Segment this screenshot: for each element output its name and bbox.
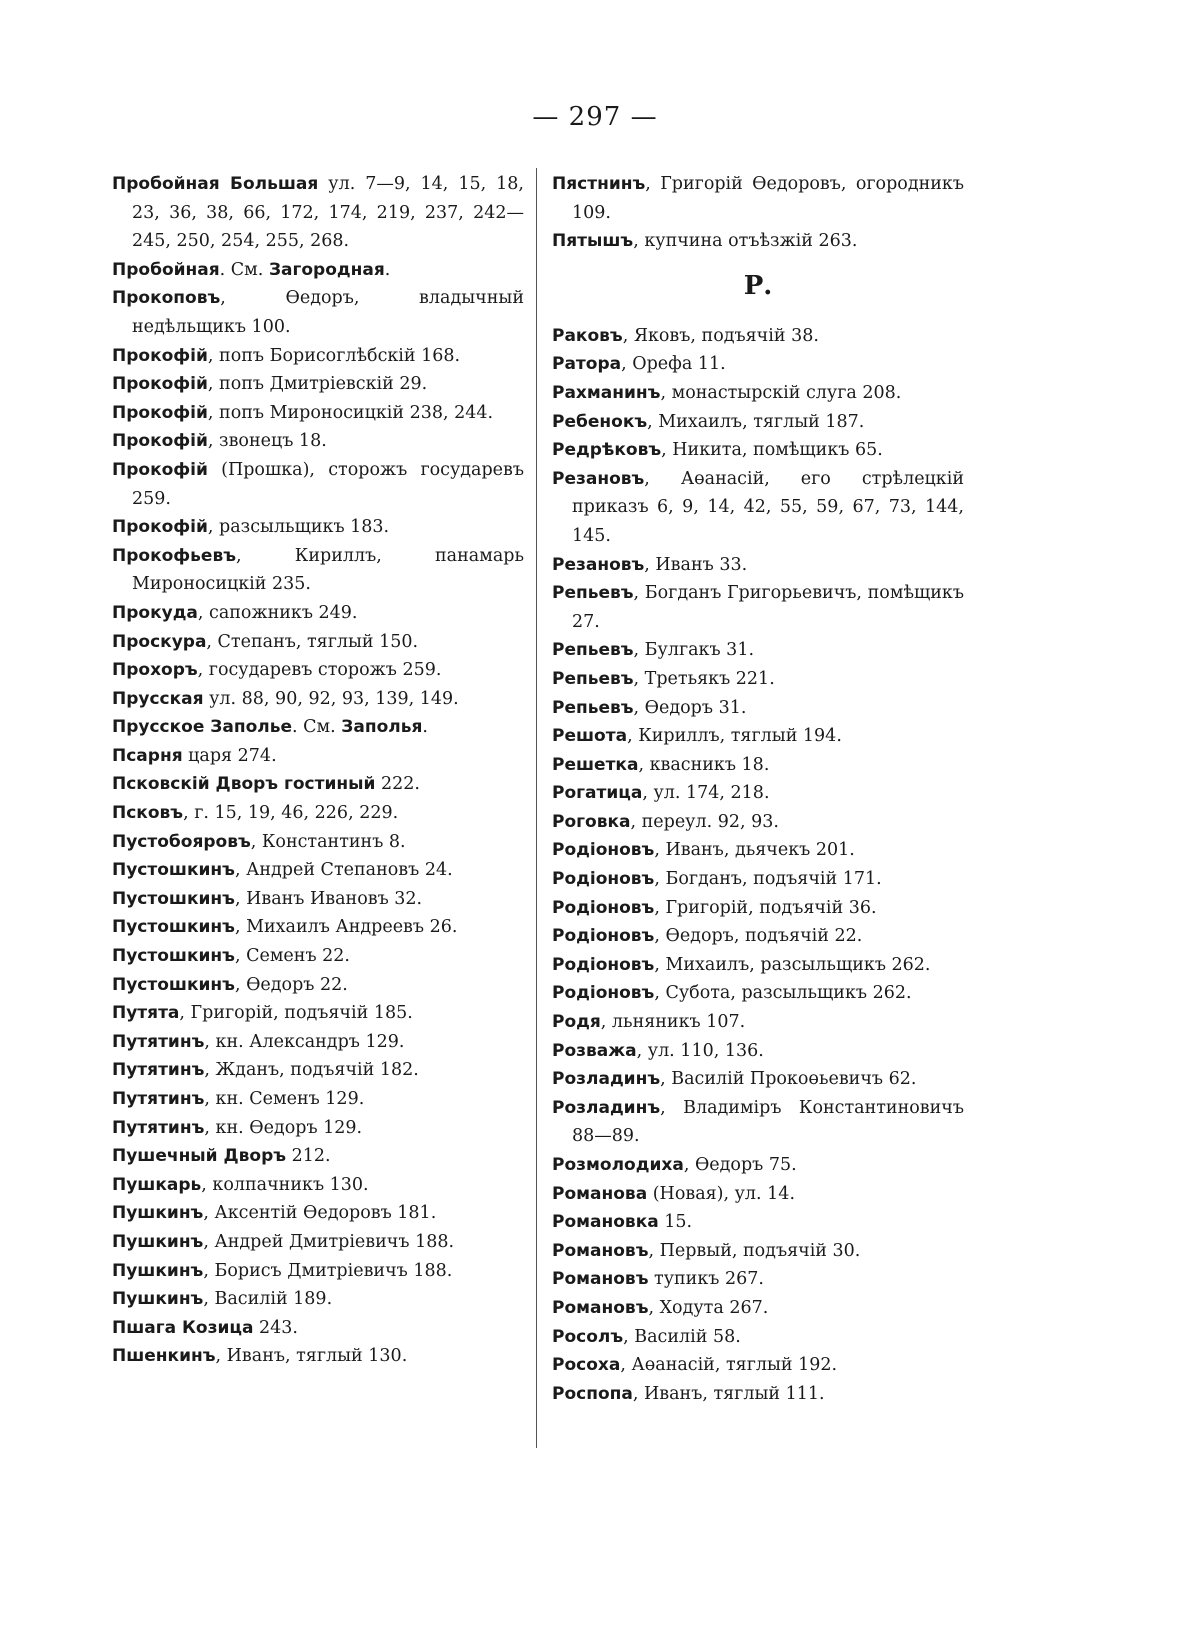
entry-text: , попъ Дмитріевскій 29. [207, 374, 428, 395]
index-entry [552, 636, 964, 665]
index-entry [112, 856, 524, 885]
entry-headword: Романовка [552, 1212, 659, 1233]
index-entry [552, 1037, 964, 1066]
entry-text: , Өедоръ 22. [234, 974, 348, 995]
index-entry [552, 1380, 964, 1409]
index-entry [112, 628, 524, 657]
index-entry [552, 1151, 964, 1180]
entry-text: . См. [219, 259, 269, 280]
index-entry [112, 370, 524, 399]
index-entry [552, 836, 964, 865]
index-entry [552, 1065, 964, 1094]
index-entry [112, 1171, 524, 1200]
entry-headword: Путята [112, 1003, 180, 1024]
index-entry [112, 1285, 524, 1314]
entry-text: , Григорій, подъячій 185. [179, 1003, 413, 1024]
index-entry [552, 1351, 964, 1380]
entry-text: , кн. Семенъ 129. [204, 1089, 365, 1109]
entry-text: , монастырскій слуга 208. [660, 382, 902, 403]
entry-headword: Пробойная [112, 259, 220, 280]
entry-text: , Кириллъ, тяглый 194. [627, 726, 842, 747]
right-column-bottom [552, 322, 964, 1409]
index-entry [552, 951, 964, 980]
index-entry [552, 465, 964, 551]
index-entry [112, 770, 524, 799]
entry-text-tail: . [384, 259, 391, 280]
entry-headword: Редрѣковъ [552, 440, 662, 461]
entry-text: , Григорій Өедоровъ, огородникъ 109. [572, 174, 964, 223]
index-entry [552, 350, 964, 379]
index-entry [112, 1028, 524, 1057]
entry-headword: Раковъ [552, 325, 623, 346]
entry-text: , Никита, помѣщикъ 65. [661, 440, 883, 461]
entry-headword: Псарня [112, 745, 183, 766]
entry-text: , Өедоръ, подъячій 22. [654, 926, 863, 947]
entry-text: , кн. Өедоръ 129. [204, 1117, 363, 1138]
entry-text: , Андрей Степановъ 24. [234, 860, 453, 881]
entry-text: , квасникъ 18. [638, 754, 770, 775]
entry-text: , Первый, подъячій 30. [648, 1240, 861, 1261]
entry-headword: Прокофій [112, 517, 208, 538]
entry-headword: Пустошкинъ [112, 946, 235, 967]
index-entry [552, 665, 964, 694]
entry-headword: Репьевъ [552, 640, 634, 661]
entry-text: , Кириллъ, панамарь Мироносицкій 235. [132, 545, 524, 595]
index-entry [112, 1142, 524, 1171]
entry-headword: Прокоповъ [112, 288, 221, 309]
index-entry [552, 1323, 964, 1352]
entry-text: , Иванъ, тяглый 130. [215, 1346, 408, 1367]
index-entry [112, 599, 524, 628]
index-entry [552, 322, 964, 351]
entry-headword: Пустобояровъ [112, 831, 251, 852]
index-entry [112, 542, 524, 599]
entry-crossref: Заполья [341, 717, 423, 738]
entry-headword: Роговка [552, 811, 631, 832]
entry-text: 222. [375, 774, 420, 795]
entry-text: , Яковъ, подъячій 38. [622, 325, 819, 346]
index-entry [552, 722, 964, 751]
entry-headword: Пушкинъ [112, 1231, 204, 1252]
entry-headword: Романовъ [552, 1269, 649, 1290]
entry-text: , Аөанасій, его стрѣлецкій приказъ 6, 9, 14, 42, 55, 59, 67, 73, 144, 145. [572, 468, 964, 546]
index-entry [552, 922, 964, 951]
entry-headword: Прокофій [112, 459, 208, 480]
entry-headword: Пушкинъ [112, 1260, 204, 1281]
entry-text: , Иванъ, тяглый 111. [632, 1383, 825, 1404]
index-entry [552, 227, 964, 256]
entry-headword: Родіоновъ [552, 869, 655, 890]
index-entry [112, 885, 524, 914]
entry-headword: Розважа [552, 1040, 637, 1061]
entry-headword: Прокофій [112, 431, 208, 452]
entry-headword: Прокофій [112, 345, 208, 366]
entry-text: , Ходута 267. [648, 1297, 769, 1318]
entry-text: , разсыльщикъ 183. [207, 517, 390, 538]
index-entry [552, 751, 964, 780]
index-entry [112, 713, 524, 742]
entry-text: , сапожникъ 249. [197, 602, 358, 623]
entry-headword: Пушкинъ [112, 1289, 204, 1310]
entry-text: , Борисъ Дмитріевичъ 188. [203, 1260, 453, 1281]
entry-headword: Резановъ [552, 468, 645, 489]
entry-headword: Романовъ [552, 1297, 649, 1318]
entry-headword: Репьевъ [552, 668, 634, 689]
index-entry [112, 170, 524, 256]
entry-text: , Третьякъ 221. [633, 668, 775, 689]
entry-headword: Родіоновъ [552, 954, 655, 975]
entry-headword: Псковскій Дворъ гостиный [112, 774, 376, 795]
entry-crossref: Загородная [268, 259, 385, 280]
entry-text: , Орефа 11. [621, 354, 726, 375]
entry-headword: Родя [552, 1012, 601, 1033]
entry-text: , Богданъ, подъячій 171. [654, 869, 882, 890]
entry-headword: Ратора [552, 354, 622, 375]
index-entry [112, 399, 524, 428]
entry-headword: Пушкарь [112, 1174, 202, 1195]
index-entry [112, 913, 524, 942]
entry-headword: Псковъ [112, 803, 184, 824]
entry-text: , ул. 110, 136. [636, 1040, 764, 1061]
entry-headword: Родіоновъ [552, 983, 655, 1004]
index-entry [552, 894, 964, 923]
index-entry [552, 1294, 964, 1323]
index-entry [552, 1094, 964, 1151]
index-entry [552, 1265, 964, 1294]
entry-headword: Прокуда [112, 602, 198, 623]
entry-text: , Субота, разсыльщикъ 262. [654, 983, 912, 1004]
entry-headword: Прохоръ [112, 660, 198, 681]
entry-text: , Богданъ Григорьевичъ, помѣщикъ 27. [572, 583, 964, 632]
right-column [552, 170, 964, 1408]
entry-text: , Степанъ, тяглый 150. [206, 631, 419, 652]
entry-text: , колпачникъ 130. [201, 1174, 369, 1195]
index-entry [112, 342, 524, 371]
entry-text: , Михаилъ, разсыльщикъ 262. [654, 954, 931, 975]
entry-headword: Путятинъ [112, 1089, 205, 1109]
entry-text: , Аксентій Өедоровъ 181. [203, 1203, 437, 1224]
section-letter: Р. [743, 270, 773, 301]
entry-text: , Өедоръ, владычный недѣльщикъ 100. [132, 288, 524, 337]
entry-text: , ул. 174, 218. [642, 783, 770, 804]
entry-headword: Путятинъ [112, 1060, 205, 1081]
entry-headword: Родіоновъ [552, 926, 655, 947]
entry-text: , Булгакъ 31. [633, 640, 755, 661]
index-entry [112, 1114, 524, 1143]
entry-text: , кн. Александръ 129. [204, 1031, 405, 1052]
entry-text: , Константинъ 8. [250, 831, 406, 852]
entry-headword: Пушкинъ [112, 1203, 204, 1224]
entry-text: , попъ Борисоглѣбскій 168. [207, 345, 461, 366]
index-entry [552, 979, 964, 1008]
entry-text: , Василій 189. [203, 1289, 333, 1310]
index-entry [552, 1180, 964, 1209]
index-entry [552, 1208, 964, 1237]
index-entry [112, 1314, 524, 1343]
entry-text: тупикъ 267. [648, 1269, 764, 1290]
index-entry [552, 694, 964, 723]
index-entry [112, 742, 524, 771]
right-column-top [552, 170, 964, 256]
index-entry [552, 408, 964, 437]
index-entry [112, 942, 524, 971]
index-entry [112, 1085, 524, 1114]
entry-text: , Иванъ 33. [644, 554, 748, 575]
index-entry [552, 1237, 964, 1266]
entry-headword: Пшенкинъ [112, 1346, 216, 1367]
entry-headword: Рахманинъ [552, 382, 661, 403]
entry-text: 243. [253, 1317, 298, 1338]
index-entry [112, 971, 524, 1000]
entry-headword: Пустошкинъ [112, 974, 235, 995]
column-divider [536, 168, 537, 1448]
entry-text: , Василій 58. [623, 1326, 741, 1347]
entry-text: , Жданъ, подъячій 182. [204, 1060, 419, 1081]
entry-headword: Романова [552, 1183, 648, 1204]
entry-headword: Путятинъ [112, 1031, 205, 1052]
index-entry [112, 427, 524, 456]
entry-headword: Родіоновъ [552, 897, 655, 918]
index-entry [112, 656, 524, 685]
entry-headword: Решота [552, 726, 628, 747]
index-entry [112, 513, 524, 542]
entry-text: , Иванъ Ивановъ 32. [234, 888, 423, 909]
entry-text: , Иванъ, дьячекъ 201. [654, 840, 855, 861]
entry-headword: Резановъ [552, 554, 645, 575]
index-entry [112, 1056, 524, 1085]
entry-text: , попъ Мироносицкій 238, 244. [207, 402, 494, 423]
entry-text: (Новая), ул. 14. [647, 1183, 796, 1204]
entry-headword: Прокофьевъ [112, 545, 236, 566]
entry-headword: Розладинъ [552, 1097, 661, 1118]
entry-headword: Пшага Козица [112, 1317, 254, 1338]
entry-text: царя 274. [182, 745, 277, 766]
index-entry [112, 1228, 524, 1257]
entry-text: , Василій Прокоөьевичъ 62. [660, 1069, 917, 1090]
entry-headword: Пробойная Большая [112, 174, 319, 194]
index-entry [552, 436, 964, 465]
entry-text: , льняникъ 107. [600, 1012, 746, 1033]
index-entry [112, 256, 524, 285]
entry-headword: Прокофій [112, 374, 208, 395]
entry-headword: Пятышъ [552, 231, 634, 252]
index-entry [552, 579, 964, 636]
entry-headword: Ребенокъ [552, 411, 648, 432]
index-entry [112, 1342, 524, 1371]
entry-text: 15. [658, 1212, 693, 1233]
entry-headword: Репьевъ [552, 697, 634, 718]
entry-text: , купчина отъѣзжій 263. [633, 231, 858, 252]
index-entry [112, 1257, 524, 1286]
index-entry [112, 999, 524, 1028]
entry-headword: Рогатица [552, 783, 643, 804]
index-entry [112, 685, 524, 714]
entry-headword: Пустошкинъ [112, 860, 235, 881]
entry-text: , Михаилъ Андреевъ 26. [234, 917, 458, 938]
entry-headword: Прусское Заполье [112, 717, 293, 738]
entry-text: , переул. 92, 93. [630, 811, 779, 832]
index-entry [552, 379, 964, 408]
entry-headword: Росоха [552, 1355, 621, 1376]
entry-text-tail: . [422, 717, 428, 738]
left-column [112, 170, 524, 1371]
index-entry [552, 1008, 964, 1037]
entry-headword: Решетка [552, 754, 639, 775]
entry-text: . См. [292, 717, 342, 738]
entry-headword: Пястнинъ [552, 174, 646, 194]
entry-text: , г. 15, 19, 46, 226, 229. [183, 803, 399, 824]
entry-text: , Аөанасій, тяглый 192. [620, 1355, 838, 1376]
entry-headword: Прусская [112, 688, 204, 709]
entry-text: ул. 7—9, 14, 15, 18, 23, 36, 38, 66, 172, 174, 219, 237, 242—245, 250, 254, 255, 268. [132, 174, 524, 252]
entry-text: , Владиміръ Константиновичъ 88—89. [572, 1097, 964, 1147]
entry-text: ул. 88, 90, 92, 93, 139, 149. [203, 688, 459, 709]
entry-text: , Өедоръ 31. [633, 697, 747, 718]
entry-text: , Григорій, подъячій 36. [654, 897, 877, 918]
index-entry [552, 865, 964, 894]
index-entry [552, 779, 964, 808]
entry-headword: Росолъ [552, 1326, 624, 1347]
entry-headword: Путятинъ [112, 1117, 205, 1138]
entry-text: , государевъ сторожъ 259. [197, 660, 442, 681]
entry-headword: Родіоновъ [552, 840, 655, 861]
entry-text: , Өедоръ 75. [683, 1155, 797, 1175]
index-entry [552, 170, 964, 227]
index-entry [112, 1199, 524, 1228]
index-entry [552, 551, 964, 580]
entry-headword: Розладинъ [552, 1069, 661, 1090]
entry-text: , звонецъ 18. [207, 431, 327, 452]
entry-headword: Прокофій [112, 402, 208, 423]
entry-headword: Романовъ [552, 1240, 649, 1261]
entry-headword: Розмолодиха [552, 1155, 684, 1175]
entry-headword: Пустошкинъ [112, 888, 235, 909]
page-number: — 297 — [532, 102, 658, 132]
entry-text: (Прошка), сторожъ государевъ 259. [132, 459, 524, 509]
index-entry [112, 828, 524, 857]
index-entry [112, 284, 524, 341]
entry-text: 212. [286, 1146, 331, 1167]
entry-headword: Пустошкинъ [112, 917, 235, 938]
entry-text: , Семенъ 22. [234, 946, 350, 967]
entry-text: , Михаилъ, тяглый 187. [647, 411, 865, 432]
entry-headword: Пушечный Дворъ [112, 1146, 287, 1167]
entry-headword: Роспопа [552, 1383, 633, 1404]
index-entry [112, 456, 524, 513]
entry-headword: Проскура [112, 631, 207, 652]
entry-headword: Репьевъ [552, 583, 634, 604]
entry-text: , Андрей Дмитріевичъ 188. [203, 1231, 455, 1252]
index-entry [112, 799, 524, 828]
index-entry [552, 808, 964, 837]
